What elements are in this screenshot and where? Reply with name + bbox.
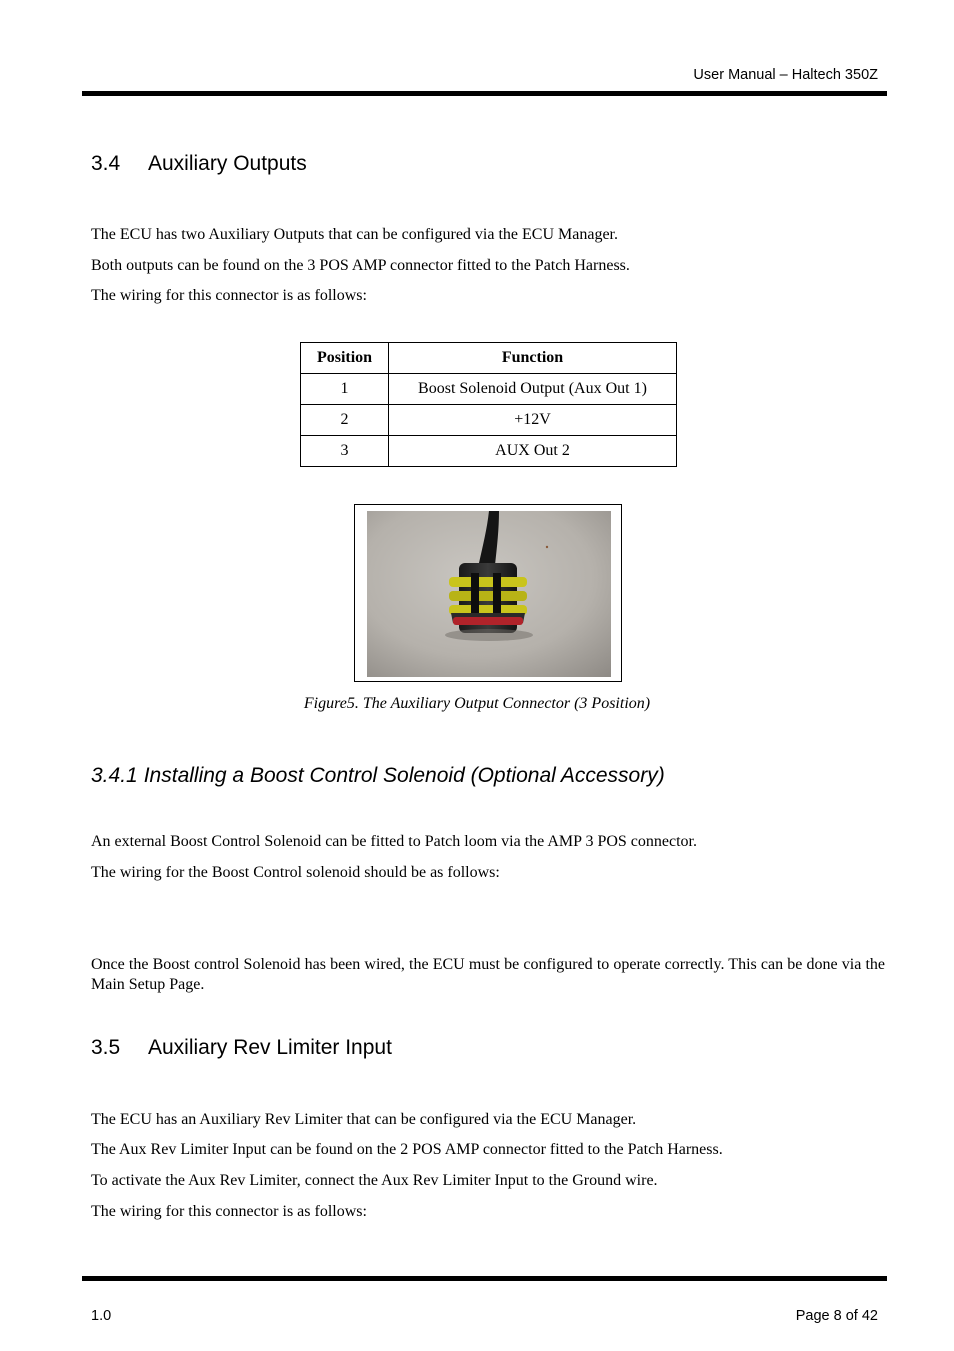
paragraph: The Aux Rev Limiter Input can be found on the 2 POS AMP connector fitted to the Patch Harness.	[91, 1141, 723, 1158]
table-cell: 2	[301, 405, 389, 436]
table-row	[301, 405, 677, 436]
connector-pinout-table	[300, 342, 677, 467]
paragraph: An external Boost Control Solenoid can be fitted to Patch loom via the AMP 3 POS connector.	[91, 833, 697, 850]
footer-rule	[82, 1276, 887, 1281]
table-cell: +12V	[389, 405, 677, 436]
figure-caption: Figure5. The Auxiliary Output Connector (3 Position)	[303, 695, 651, 712]
section-title: Auxiliary Rev Limiter Input	[148, 1036, 392, 1059]
subsection-heading-3-4-1	[91, 764, 665, 788]
paragraph: The ECU has an Auxiliary Rev Limiter that can be configured via the ECU Manager.	[91, 1111, 637, 1128]
section-number: 3.4	[91, 152, 121, 175]
table-row	[301, 436, 677, 467]
table-cell: AUX Out 2	[389, 436, 677, 467]
header-rule	[82, 91, 887, 96]
connector-photo	[367, 511, 611, 677]
paragraph: Once the Boost control Solenoid has been wired, the ECU must be configured to operate correctly. This can be done via the Main Setup Page.	[91, 956, 885, 993]
column-header: Position	[301, 343, 389, 374]
table-cell: 3	[301, 436, 389, 467]
running-header: User Manual – Haltech 350Z	[693, 67, 878, 83]
subsection-number: 3.4.1	[91, 764, 138, 787]
table-cell: 1	[301, 374, 389, 405]
section-heading-3-5	[91, 1036, 392, 1060]
paragraph: Both outputs can be found on the 3 POS AMP connector fitted to the Patch Harness.	[91, 257, 630, 274]
column-header: Function	[389, 343, 677, 374]
section-heading-3-4	[91, 152, 307, 176]
paragraph: The wiring for this connector is as follows:	[91, 1203, 367, 1220]
paragraph: To activate the Aux Rev Limiter, connect the Aux Rev Limiter Input to the Ground wire.	[91, 1172, 658, 1189]
paragraph: The wiring for the Boost Control solenoid should be as follows:	[91, 864, 500, 881]
version-label: 1.0	[91, 1308, 112, 1324]
connector-photo-frame	[354, 504, 622, 682]
page-number: Page 8 of 42	[795, 1308, 878, 1324]
table-cell: Boost Solenoid Output (Aux Out 1)	[389, 374, 677, 405]
paragraph: The wiring for this connector is as follows:	[91, 287, 367, 304]
paragraph: The ECU has two Auxiliary Outputs that can be configured via the ECU Manager.	[91, 226, 618, 243]
subsection-title: Installing a Boost Control Solenoid (Optional Accessory)	[143, 764, 665, 787]
section-number: 3.5	[91, 1036, 121, 1059]
table-row	[301, 374, 677, 405]
section-title: Auxiliary Outputs	[148, 152, 307, 175]
table-header-row	[301, 343, 677, 374]
